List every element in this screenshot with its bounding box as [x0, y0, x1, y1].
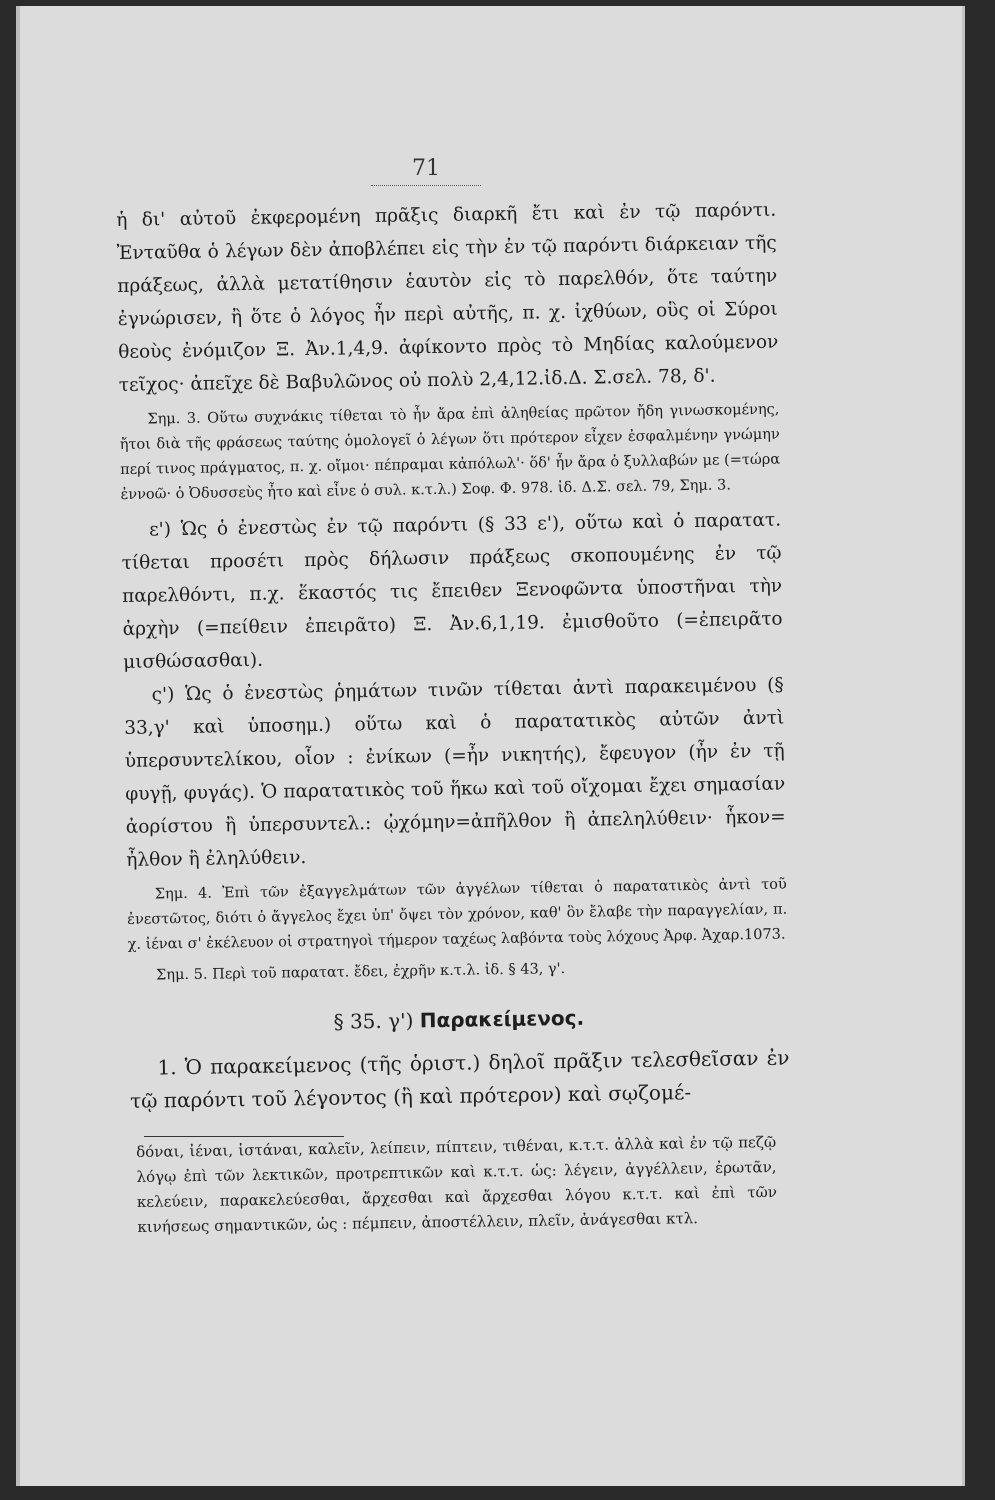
- paragraph-continuation: ἡ δι' αὐτοῦ ἐκφερομένη πρᾶξις διαρκῆ ἔτι καὶ ἐν τῷ παρόντι. Ἐνταῦθα ὁ λέγων δὲν ἀποβλέπει εἰς τὴν ἐν τῷ παρόντι διάρκειαν τῆς πράξεως, ἀλλὰ μετατίθησιν ἑαυτὸν εἰς τὸ παρελθόν, ὅτε ταύτην ἐγνώρισεν, ἢ ὅτε ὁ λόγος ἦν περὶ αὐτῆς, π. χ. ἰχθύων, οὓς οἱ Σύροι θεοὺς ἐνόμιζον Ξ. Ἀν.1,4,9. ἀφίκοντο πρὸς τὸ Μηδίας καλούμενον τεῖχος· ἀπεῖχε δὲ Βαβυλῶνος οὐ πολὺ 2,4,12.ἰδ.Δ. Σ.σελ. 78, δ'.: [116, 199, 779, 396]
- book-page: [16, 6, 965, 1486]
- note-5: Σημ. 5. Περὶ τοῦ παρατατ. ἔδει, ἐχρῆν κ.τ.λ. ἰδ. § 43, γ'.: [155, 961, 566, 984]
- note-3: Σημ. 3. Οὕτω συχνάκις τίθεται τὸ ἦν ἄρα ἐπὶ ἀληθείας πρῶτον ἤδη γινωσκομένης, ἤτοι διὰ τῆς φράσεως ταύτης ὁμολογεῖ ὁ λέγων ὅτι πρότερον εἶχεν ἐσφαλμένην γνώμην περί τινος πράγματος, π. χ. οἴμοι· πέπραμαι κἀπόλωλ'· ὅδ' ἦν ἄρα ὁ ξυλλαβών με (=τώρα ἐννοῶ· ὁ Ὀδυσσεὺς ἦτο καὶ εἶνε ὁ συλ. κ.τ.λ.) Σοφ. Φ. 978. ἰδ. Δ.Σ. σελ. 79, Σημ. 3.: [119, 401, 781, 503]
- note-4: Σημ. 4. Ἐπὶ τῶν ἐξαγγελμάτων τῶν ἀγγέλων τίθεται ὁ παρατατικὸς ἀντὶ τοῦ ἐνεστῶτος, διότι ὁ ἄγγελος ἔχει ὑπ' ὄψει τὸν χρόνον, καθ' ὃν ἔλαβε τὴν παραγγελίαν, π. χ. ἰέναι σ' ἐκέλευον οἱ στρατηγοὶ τήμερον ταχέως λαβόντα τοὺς λόχους Ἀρφ. Ἀχαρ.1073.: [127, 876, 788, 953]
- section-heading: [129, 999, 789, 1042]
- paragraph-e: ε') Ὡς ὁ ἐνεστὼς ἐν τῷ παρόντι (§ 33 ε'), οὕτω καὶ ὁ παρατατ. τίθεται προσέτι πρὸς δήλωσιν πράξεως σκοπουμένης ἐν τῷ παρελθόντι, π.χ. ἕκαστός τις ἔπειθεν Ξενοφῶντα ὑποστῆναι τὴν ἀρχὴν (=πείθειν ἐπειρᾶτο) Ξ. Ἀν.6,1,19. ἐμισθοῦτο (=ἐπειρᾶτο μισθώσασθαι).: [121, 509, 783, 673]
- page-edge: [16, 6, 20, 1486]
- main-text: [116, 194, 790, 1118]
- page-number: 71: [371, 156, 481, 186]
- paragraph-1: 1. Ὁ παρακείμενος (τῆς ὁριστ.) δηλοῖ πρᾶξιν τελεσθεῖσαν ἐν τῷ παρόντι τοῦ λέγοντος (ἢ καὶ πρότερον) καὶ σῳζομέ-: [129, 1045, 790, 1113]
- section-number: § 35. γ'): [333, 1008, 414, 1034]
- footnote: δόναι, ἰέναι, ἱστάναι, καλεῖν, λείπειν, πίπτειν, τιθέναι, κ.τ.τ. ἀλλὰ καὶ ἐν τῷ πεζῷ λόγῳ ἐπὶ τῶν λεκτικῶν, προτρεπτικῶν καὶ κ.τ.τ. ὡς: λέγειν, ἀγγέλλειν, ἐρωτᾶν, κελεύειν, παρακελεύεσθαι, ἄρχεσθαι καὶ ἄρχεσθαι λόγου κ.τ.τ. καὶ ἐπὶ τῶν κινήσεως σημαντικῶν, ὡς : πέμπειν, ἀποστέλλειν, πλεῖν, ἀνάγεσθαι κτλ.: [136, 1132, 778, 1236]
- paragraph-st: ς') Ὡς ὁ ἐνεστὼς ῥημάτων τινῶν τίθεται ἀντὶ παρακειμένου (§ 33,γ' καὶ ὑποσημ.) οὕτω καὶ ὁ παρατατικὸς αὐτῶν ἀντὶ ὑπερσυντελίκου, οἷον : ἐνίκων (=ἦν νικητής), ἔφευγον (ἦν ἐν τῇ φυγῇ, φυγάς). Ὁ παρατατικὸς τοῦ ἥκω καὶ τοῦ οἴχομαι ἔχει σημασίαν ἀορίστου ἢ ὑπερσυντελ.: ᾠχόμην=ἀπῆλθον ἢ ἀπεληλύθειν· ἧκον= ἦλθον ἢ ἐληλύθειν.: [124, 674, 786, 871]
- section-title: Παρακείμενος.: [419, 1005, 585, 1033]
